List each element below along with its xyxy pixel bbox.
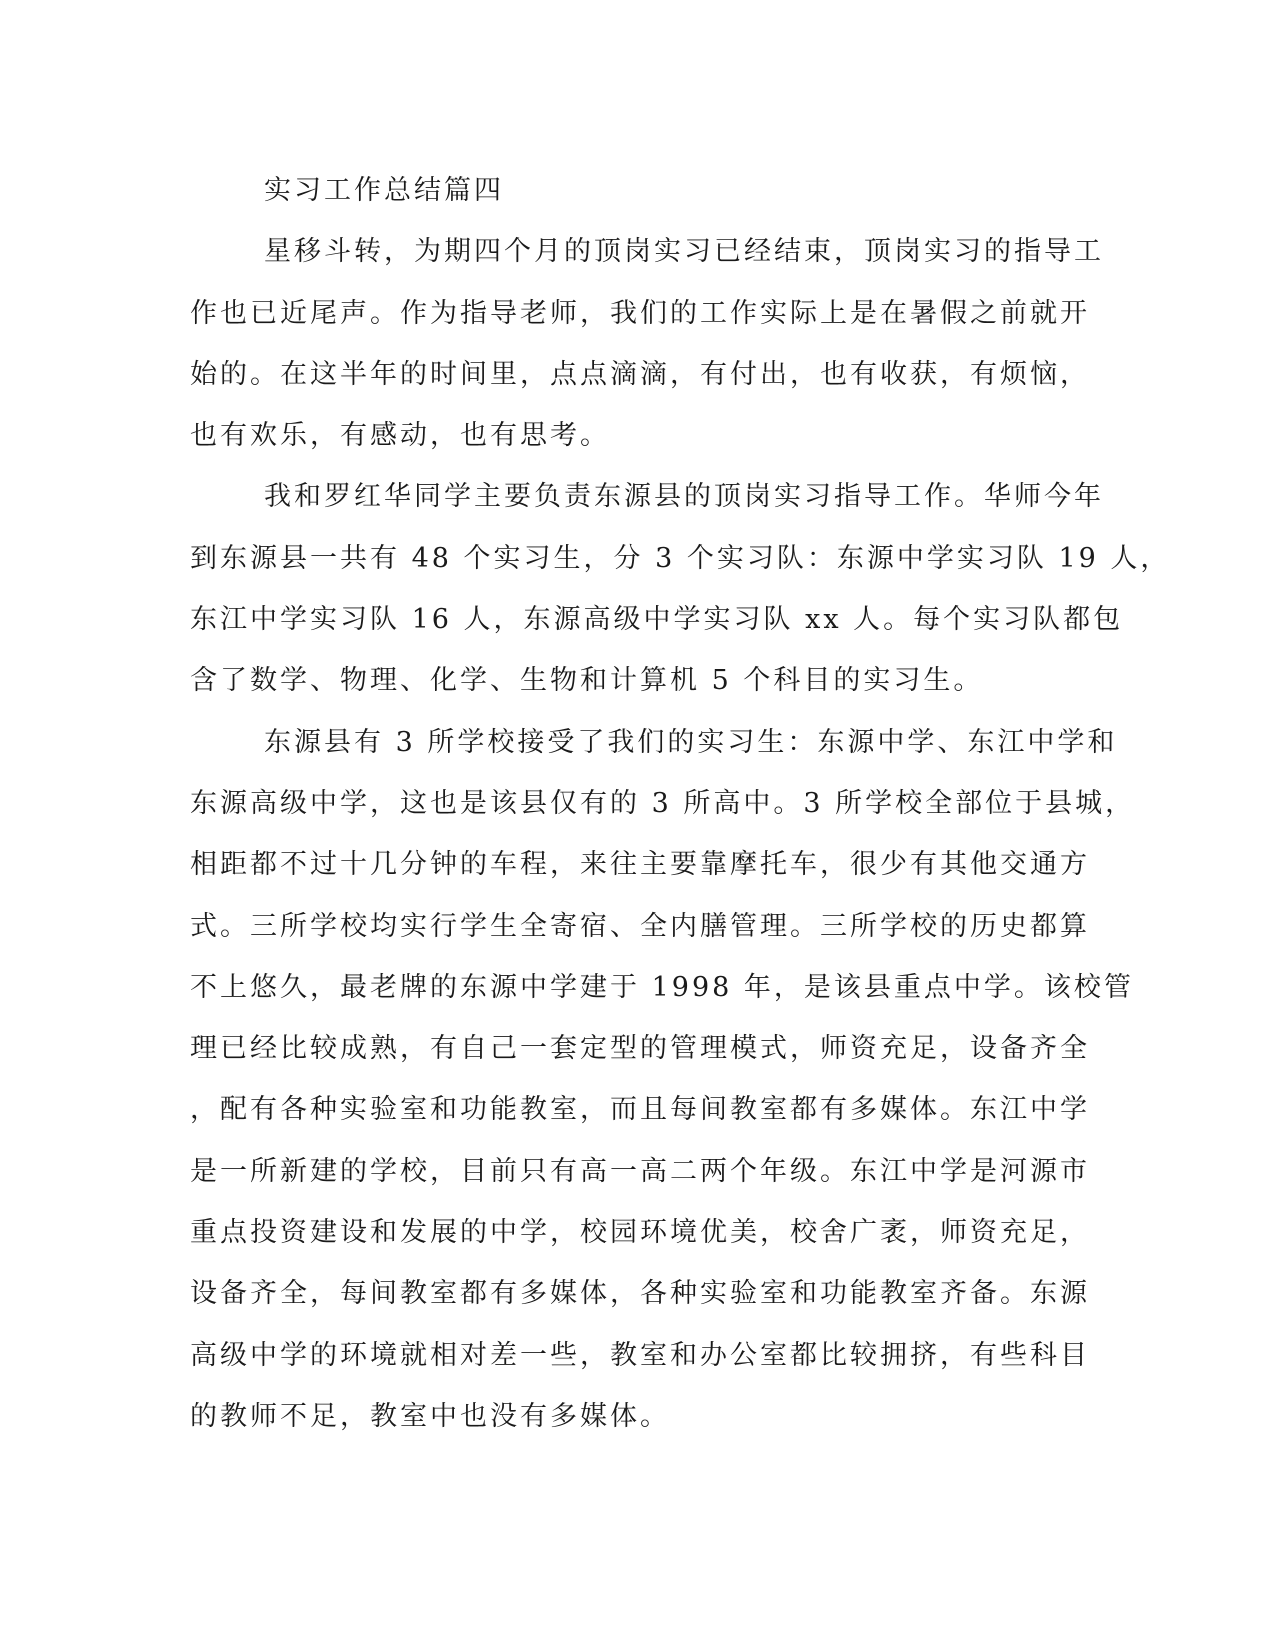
paragraph-line: 也有欢乐，有感动，也有思考。 bbox=[190, 420, 610, 452]
paragraph-line: 含了数学、物理、化学、生物和计算机 5 个科目的实习生。 bbox=[190, 665, 984, 697]
paragraph-line: 东源高级中学，这也是该县仅有的 3 所高中。3 所学校全部位于县城， bbox=[190, 787, 1136, 819]
paragraph-line: 是一所新建的学校，目前只有高一高二两个年级。东江中学是河源市 bbox=[190, 1155, 1090, 1187]
document-title: 实习工作总结篇四 bbox=[264, 175, 504, 206]
paragraph-line: 星移斗转，为期四个月的顶岗实习已经结束，顶岗实习的指导工 bbox=[264, 236, 1104, 268]
paragraph-line: 相距都不过十几分钟的车程，来往主要靠摩托车，很少有其他交通方 bbox=[190, 849, 1090, 881]
paragraph-line: 不上悠久，最老牌的东源中学建于 1998 年，是该县重点中学。该校管 bbox=[190, 971, 1134, 1003]
paragraph-line: 理已经比较成熟，有自己一套定型的管理模式，师资充足，设备齐全 bbox=[190, 1033, 1090, 1065]
paragraph-3 bbox=[190, 712, 1136, 1448]
paragraph-line: 始的。在这半年的时间里，点点滴滴，有付出，也有收获，有烦恼， bbox=[190, 358, 1090, 390]
paragraph-line: 东源县有 3 所学校接受了我们的实习生：东源中学、东江中学和 bbox=[264, 726, 1118, 758]
paragraph-line: 我和罗红华同学主要负责东源县的顶岗实习指导工作。华师今年 bbox=[264, 481, 1104, 513]
paragraph-line: 的教师不足，教室中也没有多媒体。 bbox=[190, 1400, 670, 1432]
paragraph-line: ，配有各种实验室和功能教室，而且每间教室都有多媒体。东江中学 bbox=[190, 1094, 1090, 1126]
paragraph-line: 到东源县一共有 48 个实习生，分 3 个实习队：东源中学实习队 19 人， bbox=[190, 542, 1171, 574]
document-body bbox=[190, 160, 1171, 1447]
paragraph-line: 东江中学实习队 16 人，东源高级中学实习队 xx 人。每个实习队都包 bbox=[190, 604, 1124, 636]
paragraph-line: 重点投资建设和发展的中学，校园环境优美，校舍广袤，师资充足， bbox=[190, 1217, 1090, 1249]
paragraph-1 bbox=[190, 221, 1104, 466]
paragraph-line: 作也已近尾声。作为指导老师，我们的工作实际上是在暑假之前就开 bbox=[190, 297, 1090, 329]
paragraph-2 bbox=[190, 466, 1171, 711]
paragraph-line: 设备齐全，每间教室都有多媒体，各种实验室和功能教室齐备。东源 bbox=[190, 1278, 1090, 1310]
paragraph-line: 高级中学的环境就相对差一些，教室和办公室都比较拥挤，有些科目 bbox=[190, 1339, 1090, 1371]
paragraph-line: 式。三所学校均实行学生全寄宿、全内膳管理。三所学校的历史都算 bbox=[190, 910, 1090, 942]
